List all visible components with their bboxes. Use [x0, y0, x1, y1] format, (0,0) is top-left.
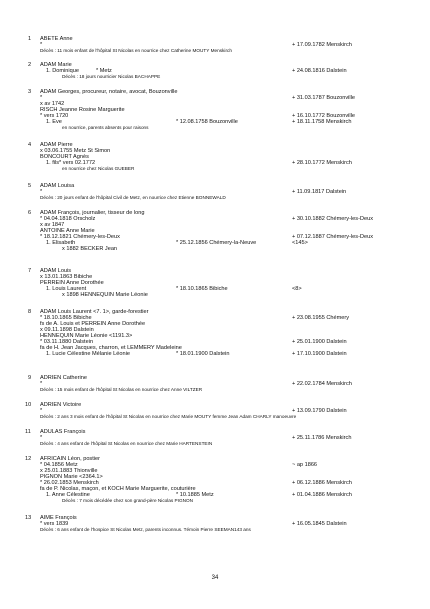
entry-text: en nourrice, parents absents pour raisons: [62, 125, 149, 130]
entry-text: + 31.03.1787 Bouzonville: [292, 95, 355, 101]
genealogy-entry: [0, 62, 430, 80]
entry-text: * 04.04.1818 Orscholz: [40, 216, 96, 222]
entry-text: * 03.11.1880 Dalstein: [40, 339, 94, 345]
entry-text: * 26.02.1853 Menskirch: [40, 480, 99, 486]
entry-line: [0, 441, 430, 447]
entry-text: 13: [25, 515, 32, 521]
entry-text: x 25.01.1883 Thionville: [40, 468, 98, 474]
person-name: AIME François: [40, 515, 77, 521]
genealogy-entry: [0, 309, 430, 357]
genealogy-entry: [0, 183, 430, 201]
person-name: PIGNON Marie <2364.1>: [40, 474, 103, 480]
person-name: ADRIEN Catherine: [40, 375, 87, 381]
entry-text: fa de P. Nicolas, maçon, et KOCH Marie Marguerite, couturière: [40, 486, 196, 492]
genealogy-entry: [0, 89, 430, 131]
entry-text: 1. Lucie Célestine Mélanie Léonie: [46, 351, 130, 357]
entry-text: 7: [28, 268, 32, 274]
entry-line: [0, 498, 430, 504]
entry-text: 10: [25, 402, 32, 408]
entry-text: 6: [28, 210, 32, 216]
genealogy-entry: [0, 142, 430, 172]
person-name: ADAM Marie: [40, 62, 72, 68]
entry-line: [0, 48, 430, 54]
person-name: RISCH Jeanne Rosine Marguerite: [40, 107, 125, 113]
entry-text: 3: [28, 89, 32, 95]
entry-text: + 07.12.1887 Chémery-les-Deux: [292, 234, 373, 240]
entry-text: *: [40, 381, 43, 387]
entry-text: 1. Louis Laurent: [46, 286, 87, 292]
entry-line: [0, 414, 430, 420]
entry-text: 5: [28, 183, 32, 189]
entry-text: * vers 1720: [40, 113, 69, 119]
entry-text: x av 1847: [40, 222, 65, 228]
entry-text: * 25.12.1856 Chémery-la-Neuve: [176, 240, 257, 246]
genealogy-entry: [0, 429, 430, 447]
genealogy-entry: [0, 36, 430, 54]
entry-text: fs de A. Louis et PERREIN Anne Dorothée: [40, 321, 146, 327]
entry-text: Décès : 4 ans enfant de l'hôpital St Nicolas en nourrice chez Marie HARTENSTEIN: [40, 441, 213, 446]
entry-line: [0, 351, 430, 357]
genealogy-entry: [0, 375, 430, 393]
entry-text: + 25.11.1786 Menskirch: [292, 435, 352, 441]
entry-text: ~ ap 1866: [292, 462, 318, 468]
genealogy-entry: [0, 268, 430, 298]
entry-line: [0, 527, 430, 533]
entry-text: Décès : 11 mois enfant de l'hôpital St Nicolas en nourrice chez Catherine MOUTY Menskirch: [40, 48, 232, 53]
entry-text: Décès : 20 jours enfant de l'hôpital Civil de Metz, en nourrice chez Etienne BONNEWALD: [40, 195, 226, 200]
person-name: ABETE Anne: [40, 36, 73, 42]
entry-line: [0, 195, 430, 201]
entry-line: [0, 246, 430, 252]
entry-text: 9: [28, 375, 32, 381]
entry-text: 1. Anne Célestine: [46, 492, 90, 498]
entry-text: + 24.08.1816 Dalstein: [292, 68, 347, 74]
entry-text: + 06.12.1886 Menskirch: [292, 480, 352, 486]
entry-text: + 13.09.1790 Dalstein: [292, 408, 347, 414]
person-name: HENNEQUIN Marie Léonie <1191.3>: [40, 333, 133, 339]
person-name: ADAM Louisa: [40, 183, 75, 189]
person-name: ADAM Pierre: [40, 142, 73, 148]
entry-text: + 23.08.1955 Chémery: [292, 315, 350, 321]
entry-text: + 28.10.1772 Menskirch: [292, 160, 352, 166]
entry-text: fa de H. Jean Jacques, charron, et LEMMERY Madeleine: [40, 345, 182, 351]
genealogy-entry: [0, 402, 430, 420]
entry-text: + 16.10.1772 Bouzonville: [292, 113, 355, 119]
entry-text: Décès : 18 jours nourricier Nicolas BACHAPPE: [62, 74, 161, 79]
entry-text: x 1882 BECKER Jean: [62, 246, 118, 252]
entry-text: * 10.1885 Metz: [176, 492, 214, 498]
person-name: AFRICAIN Léon, postier: [40, 456, 101, 462]
entry-text: + 22.02.1784 Menskirch: [292, 381, 352, 387]
person-name: ANTOINE Anne Marie: [40, 228, 95, 234]
entry-text: 1. Eve: [46, 119, 62, 125]
entry-line: [0, 166, 430, 172]
genealogy-entry: [0, 515, 430, 533]
entry-text: Décès : 7 mois décédée chez son grand-père Nicolas PIGNON: [62, 498, 194, 503]
entry-text: *: [40, 42, 43, 48]
genealogy-entry: [0, 456, 430, 504]
entry-text: 1. fils* vers 02.1772: [46, 160, 96, 166]
entry-text: x 09.11.1898 Dalstein: [40, 327, 94, 333]
entry-text: 4: [28, 142, 32, 148]
entry-text: * 12.08.1758 Bouzonville: [176, 119, 238, 125]
entry-text: x 03.06.1755 Metz St Simon: [40, 148, 111, 154]
entry-text: 12: [25, 456, 32, 462]
entry-text: * 04.1856 Metz: [40, 462, 78, 468]
genealogy-entry: [0, 210, 430, 252]
entry-text: <8>: [292, 286, 302, 292]
entry-text: 1. Dominique: [46, 68, 79, 74]
entry-text: 2: [28, 62, 32, 68]
entry-text: + 30.10.1882 Chémery-les-Deux: [292, 216, 373, 222]
page-number: 34: [211, 575, 219, 581]
person-name: BONCOURT Agnès: [40, 154, 89, 160]
entry-text: Décès : 6 ans enfant de l'hospice St Nicolas Metz, parents inconnus. Témoin Pierre SEEMAN143 ans: [40, 527, 251, 532]
person-name: ADRIEN Victoire: [40, 402, 82, 408]
entry-text: *: [40, 408, 43, 414]
entry-line: [0, 74, 430, 80]
entry-text: *: [40, 189, 43, 195]
entry-text: * 18.12.1821 Chémery-les-Deux: [40, 234, 120, 240]
entry-text: * Metz: [96, 68, 112, 74]
entry-text: + 18.11.1758 Menskirch: [292, 119, 352, 125]
entry-text: + 01.04.1886 Menskirch: [292, 492, 352, 498]
entry-text: + 25.01.1900 Dalstein: [292, 339, 347, 345]
person-name: ADAM Louis Laurent <7. 1>, garde-forestier: [40, 309, 149, 315]
entry-text: * 18.10.1865 Bibiche: [40, 315, 92, 321]
entry-text: + 17.10.1900 Dalstein: [292, 351, 347, 357]
entry-text: *: [40, 435, 43, 441]
entry-text: Décès : 15 mois enfant de l'hôpital St Nicolas en nourrice chez Anne VILTZER: [40, 387, 203, 392]
entry-text: x av 1742: [40, 101, 65, 107]
entry-text: + 17.09.1782 Menskirch: [292, 42, 352, 48]
person-name: ADAM Louis: [40, 268, 72, 274]
entry-text: + 11.09.1817 Dalstein: [292, 189, 347, 195]
entry-text: Décès : 2 ans 3 mois enfant de l'hôpital St Nicolas en nourrice chez Marie MOUTY femme Jean Adam CHARLY manoeuvre: [40, 414, 297, 419]
entry-line: [0, 292, 430, 298]
entry-text: <145>: [292, 240, 308, 246]
entry-line: [0, 125, 430, 131]
entry-text: * vers 1839: [40, 521, 69, 527]
entry-text: 1. Elisabeth: [46, 240, 76, 246]
entry-text: 11: [25, 429, 31, 435]
person-name: ADULAS François: [40, 429, 86, 435]
person-name: PERREIN Anne Dorothée: [40, 280, 104, 286]
entry-text: + 16.05.1845 Dalstein: [292, 521, 347, 527]
entry-text: x 13.01.1863 Bibiche: [40, 274, 93, 280]
person-name: ADAM Georges, procureur, notaire, avocat, Bouzonville: [40, 89, 178, 95]
entry-line: [0, 387, 430, 393]
entry-text: x 1898 HENNEQUIN Marie Léonie: [62, 292, 148, 298]
entry-text: en nourrice chez Nicolas GUEBER: [62, 166, 135, 171]
entry-text: *: [40, 95, 43, 101]
entry-text: * 18.10.1865 Bibiche: [176, 286, 228, 292]
entry-text: 1: [28, 36, 32, 42]
entry-text: 8: [28, 309, 32, 315]
entry-text: * 18.01.1900 Dalstein: [176, 351, 230, 357]
person-name: ADAM François, journalier, tisseur de long: [40, 210, 145, 216]
